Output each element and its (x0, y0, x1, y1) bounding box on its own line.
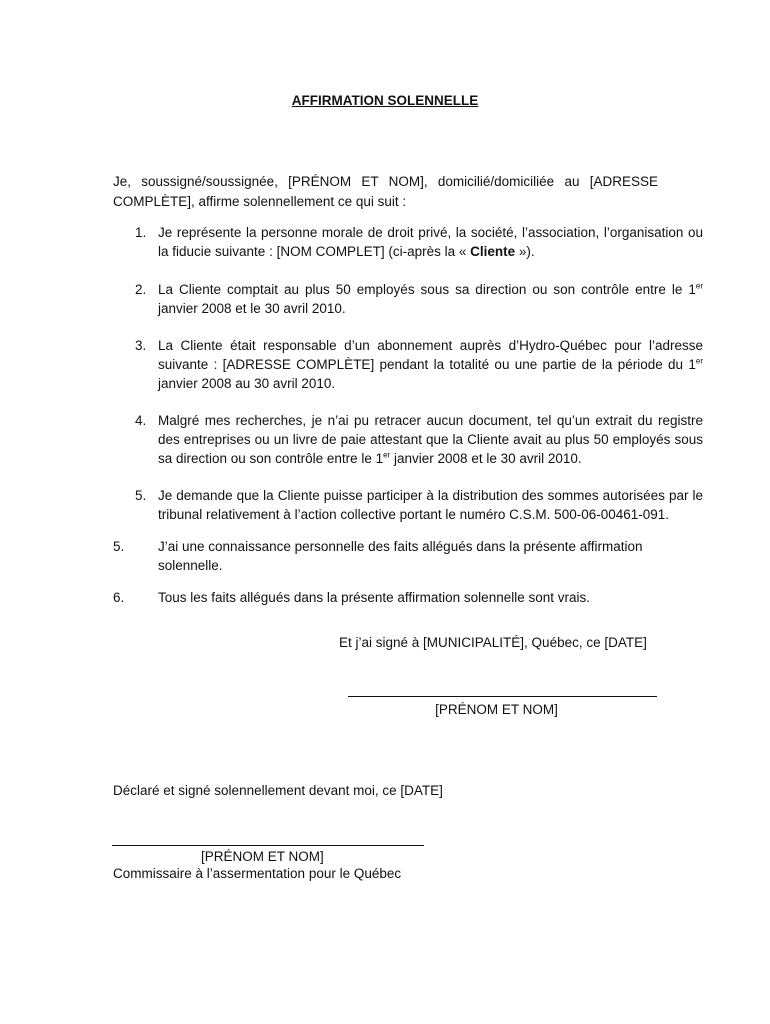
list-item-text: La Cliente comptait au plus 50 employés sous sa direction ou son contrôle entre le 1er janvier 2008 et le 30 avril 2010. (158, 281, 703, 316)
defined-term: Cliente (470, 244, 516, 259)
signature-name-affiant: [PRÉNOM ET NOM] (435, 702, 558, 717)
list-item-text: J’ai une connaissance personnelle des faits allégués dans la présente affirmation solennelle. (158, 539, 643, 573)
list-item-number: 5. (113, 539, 125, 554)
list-item-number: 2. (135, 282, 147, 297)
list-item-text: Je représente la personne morale de droit privé, la société, l’association, l’organisation ou la fiducie suivante : [NOM COMPLET] (ci-après la « Cliente »). (158, 225, 703, 259)
list-item-number: 3. (135, 338, 147, 353)
list-item-number: 5. (135, 488, 147, 503)
signature-line-commissioner (112, 845, 424, 846)
list-item-text: Tous les faits allégués dans la présente affirmation solennelle sont vrais. (158, 590, 590, 605)
intro-paragraph: Je, soussigné/soussignée, [PRÉNOM ET NOM], domicilié/domiciliée au [ADRESSE COMPLÈTE], affirme solennellement ce qui suit : (113, 174, 658, 209)
list-item-5 (113, 486, 703, 524)
commissioner-title: Commissaire à l’assermentation pour le Québec (113, 866, 402, 881)
signed-place-line: Et j’ai signé à [MUNICIPALITÉ], Québec, ce [DATE] (339, 635, 647, 650)
list-item-number: 1. (135, 225, 147, 240)
signature-name-commissioner: [PRÉNOM ET NOM] (201, 849, 324, 864)
list-item-4 (113, 411, 703, 468)
list-item-number: 4. (135, 413, 147, 428)
document-title: AFFIRMATION SOLENNELLE (291, 93, 479, 108)
list-item-5b (113, 537, 703, 575)
signature-line-affiant (348, 696, 657, 697)
list-item-text: Malgré mes recherches, je n’ai pu retracer aucun document, tel qu’un extrait du registre des entreprises ou un livre de paie attestant que la Cliente avait au plus 50 employés sous sa direction ou son contrôle entre le 1er janvier 2008 et le 30 avril 2010. (158, 413, 703, 466)
list-item-text: Je demande que la Cliente puisse participer à la distribution des sommes autorisées par le tribunal relativement à l’action collective portant le numéro C.S.M. 500-06-00461-091. (158, 488, 703, 522)
list-item-number: 6. (113, 590, 125, 605)
list-item-text: La Cliente était responsable d’un abonnement auprès d’Hydro-Québec pour l’adresse suivante : [ADRESSE COMPLÈTE] pendant la totalité ou une partie de la période du 1er janvier 2008 au 30 avril 2010. (158, 338, 703, 391)
declared-line: Déclaré et signé solennellement devant moi, ce [DATE] (113, 783, 443, 798)
list-item-1 (113, 223, 703, 261)
list-item-3 (113, 336, 703, 393)
list-item-2 (113, 280, 703, 318)
list-item-6 (113, 588, 703, 607)
